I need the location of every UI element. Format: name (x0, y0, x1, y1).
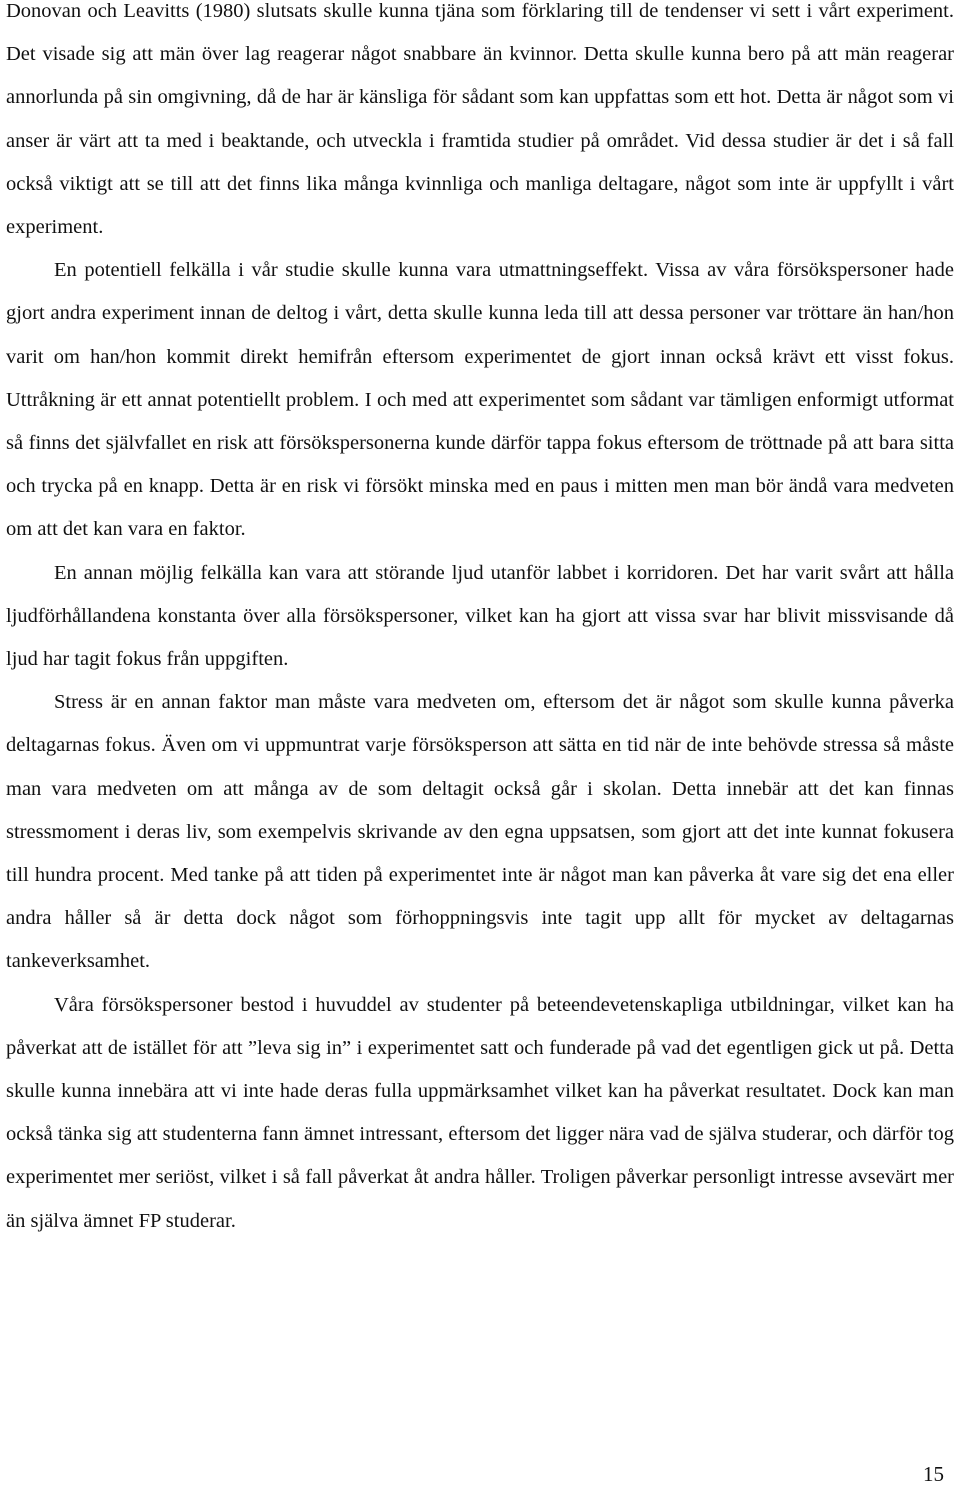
paragraph-noise-error-source: En annan möjlig felkälla kan vara att störande ljud utanför labbet i korridoren. Det har varit svårt att hålla ljudförhållandena konstanta över alla försökspersoner, vilket kan ha gjort att vissa svar har blivit missvisande då ljud har tagit fokus från uppgiften. (6, 561, 954, 671)
paragraph-gender-reaction-discussion: Donovan och Leavitts (1980) slutsats skulle kunna tjäna som förklaring till de tendenser vi sett i vårt experiment. Det visade sig att män över lag reagerar något snabbare än kvinnor. Detta skulle kunna bero på att män reagerar annorlunda på sin omgivning, då de har är känsliga för sådant som kan uppfattas som ett hot. Detta är något som vi anser är värt att ta med i beaktande, och utveckla i framtida studier på området. Vid dessa studier är det i så fall också viktigt att se till att det finns lika många kvinnliga och manliga deltagare, något som inte är uppfyllt i vårt experiment. (6, 0, 954, 239)
paragraph-stress-factor: Stress är en annan faktor man måste vara medveten om, eftersom det är något som skulle kunna påverka deltagarnas fokus. Även om vi uppmuntrat varje försöksperson att sätta en tid när de inte behövde stressa så måste man vara medveten om att många av de som deltagit också går i skolan. Detta innebär att det kan finnas stressmoment i deras liv, som exempelvis skrivande av den egna uppsatsen, som gjort att det inte kunnat fokusera till hundra procent. Med tanke på att tiden på experimentet inte är något man kan påverka åt vare sig det ena eller andra håller så är detta dock något som förhoppningsvis inte tagit upp allt för mycket av deltagarnas tankeverksamhet. (6, 691, 954, 973)
paragraph-participant-background: Våra försökspersoner bestod i huvuddel av studenter på beteendevetenskapliga utbildningar, vilket kan ha påverkat att de istället för att ”leva sig in” i experimentet satt och funderade på vad det egentligen gick ut på. Detta skulle kunna innebära att vi inte hade deras fulla uppmärksamhet vilket kan ha påverkat resultatet. Dock kan man också tänka sig att studenterna fann ämnet intressant, eftersom det ligger nära vad de själva studerar, och därför tog experimentet mer seriöst, vilket i så fall påverkat åt andra håller. Troligen påverkar personligt intresse avsevärt mer än själva ämnet FP studerar. (6, 993, 954, 1232)
page-number: 15 (923, 1462, 944, 1486)
body-text (6, 0, 954, 1243)
paragraph-fatigue-error-source: En potentiell felkälla i vår studie skulle kunna vara utmattningseffekt. Vissa av våra försökspersoner hade gjort andra experiment innan de deltog i vårt, detta skulle kunna leda till att dessa personer var tröttare än han/hon varit om han/hon kommit direkt hemifrån eftersom experimentet de gjort innan också krävt ett visst fokus. Uttråkning är ett annat potentiellt problem. I och med att experimentet som sådant var tämligen enformigt utformat så finns det självfallet en risk att försökspersonerna kunde därför tappa fokus eftersom de tröttnade på att bara sitta och trycka på en knapp. Detta är en risk vi försökt minska med en paus i mitten men man bör ändå vara medveten om att det kan vara en faktor. (6, 259, 954, 541)
